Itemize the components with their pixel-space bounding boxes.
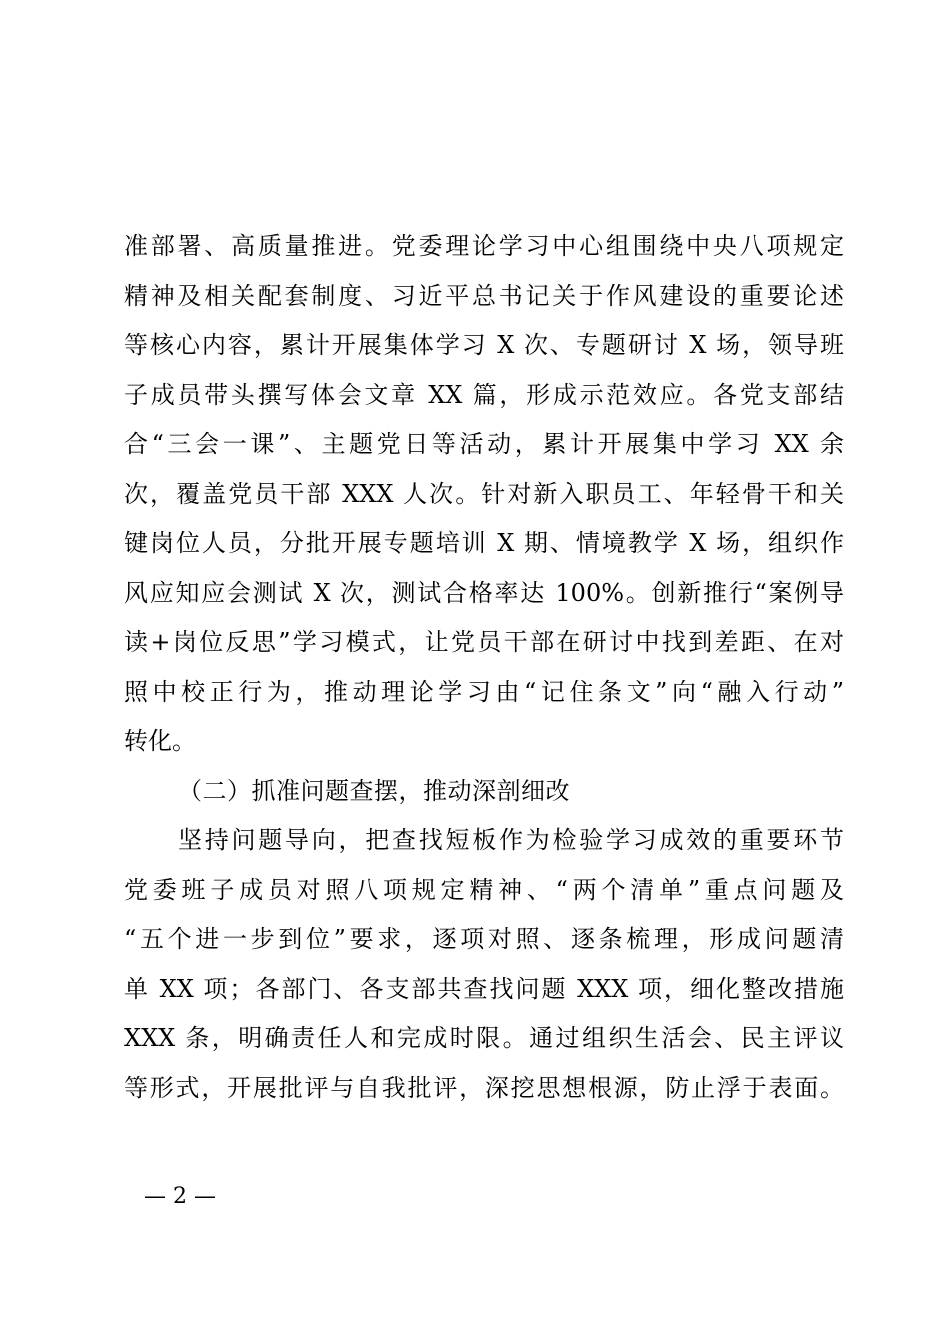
text-line: 精神及相关配套制度、习近平总书记关于作风建设的重要论述 <box>124 281 844 310</box>
text-line: 子成员带头撰写体会文章 XX 篇，形成示范效应。各党支部结 <box>124 380 844 409</box>
text-line: 等形式，开展批评与自我批评，深挖思想根源，防止浮于表面。 <box>124 1073 844 1102</box>
text-line: 转化。 <box>124 727 196 755</box>
text-line: 风应知应会测试 X 次，测试合格率达 100%。创新推行“案例导 <box>124 578 844 607</box>
text-line: 照中校正行为，推动理论学习由“记住条文”向“融入行动” <box>124 677 844 706</box>
text-line: “五个进一步到位”要求，逐项对照、逐条梳理，形成问题清 <box>124 925 844 953</box>
text-line: 坚持问题导向，把查找短板作为检验学习成效的重要环节 <box>178 826 844 854</box>
text-line: 合“三会一课”、主题党日等活动，累计开展集中学习 XX 余 <box>124 430 844 458</box>
text-line: 键岗位人员，分批开展专题培训 X 期、情境教学 X 场，组织作 <box>124 529 844 557</box>
text-line: 党委班子成员对照八项规定精神、“两个清单”重点问题及 <box>124 875 844 904</box>
text-line: XXX 条，明确责任人和完成时限。通过组织生活会、民主评议 <box>124 1024 844 1052</box>
text-line: 单 XX 项；各部门、各支部共查找问题 XXX 项，细化整改措施 <box>124 974 844 1003</box>
text-line: 准部署、高质量推进。党委理论学习中心组围绕中央八项规定 <box>124 232 844 260</box>
text-line: 读+岗位反思”学习模式，让党员干部在研讨中找到差距、在对 <box>124 628 844 656</box>
text-line: 次，覆盖党员干部 XXX 人次。针对新入职员工、年轻骨干和关 <box>124 479 844 508</box>
body-text <box>124 222 844 1113</box>
section-heading: （二）抓准问题查摆，推动深剖细改 <box>178 776 570 805</box>
text-line: 等核心内容，累计开展集体学习 X 次、专题研讨 X 场，领导班 <box>124 331 844 359</box>
page-number: — 2 — <box>144 1184 216 1209</box>
